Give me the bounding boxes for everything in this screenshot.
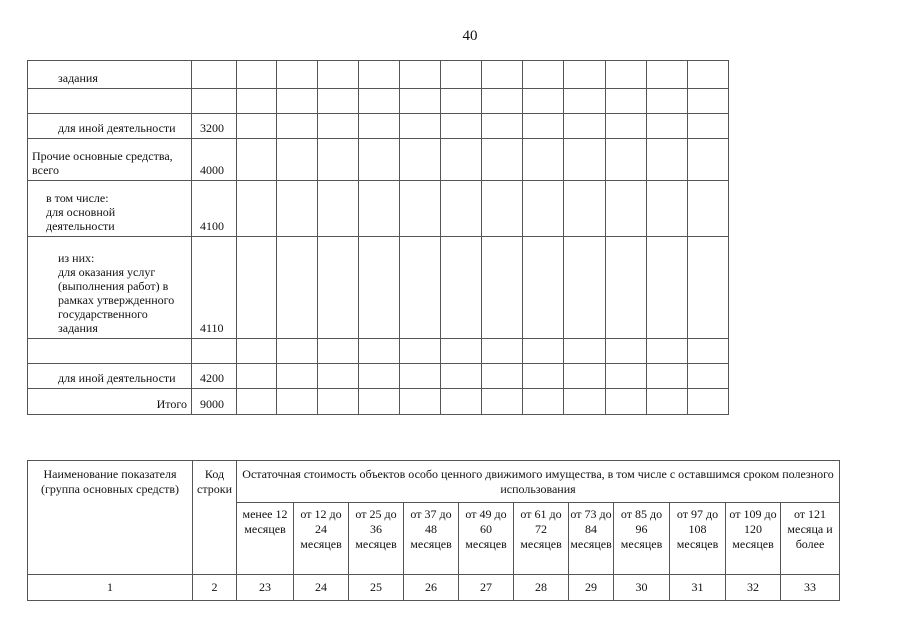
value-cell [277,389,318,415]
value-cell [606,339,647,364]
value-cell [237,181,277,237]
row-name [28,89,192,114]
row-name [28,139,192,181]
value-cell [482,114,523,139]
value-cell [237,237,277,339]
value-cell [606,114,647,139]
column-number: 30 [614,575,670,601]
row-name-line: Прочие основные средства, [32,149,173,163]
value-cell [277,364,318,389]
value-cell [482,139,523,181]
value-cell [441,114,482,139]
value-cell [647,61,688,89]
value-cell [523,364,564,389]
table-row [28,339,729,364]
value-cell [647,181,688,237]
value-cell [523,139,564,181]
value-cell [647,139,688,181]
value-cell [400,61,441,89]
row-name [28,114,192,139]
row-code [192,61,237,89]
value-cell [647,89,688,114]
value-cell [277,237,318,339]
value-cell [318,389,359,415]
row-code: 3200 [192,114,237,139]
value-cell [564,181,606,237]
value-cell [277,339,318,364]
value-cell [482,237,523,339]
upper-table [27,60,729,415]
value-cell [523,237,564,339]
header-row-top [28,461,840,503]
row-name-line: рамках утвержденного [58,293,175,307]
value-cell [318,364,359,389]
value-cell [606,61,647,89]
value-cell [359,61,400,89]
row-name-line: для оказания услуг [58,265,156,279]
column-number: 24 [294,575,349,601]
value-cell [482,364,523,389]
value-cell [647,364,688,389]
value-cell [523,61,564,89]
value-cell [400,237,441,339]
value-cell [482,181,523,237]
row-name-line: для основной [46,205,116,219]
value-cell [688,181,729,237]
value-cell [400,339,441,364]
value-cell [482,389,523,415]
value-cell [237,61,277,89]
row-code [192,89,237,114]
value-cell [400,89,441,114]
row-name-line: Итого [156,397,187,411]
value-cell [359,339,400,364]
value-cell [441,181,482,237]
row-name [28,61,192,89]
column-number: 25 [349,575,404,601]
value-cell [688,114,729,139]
value-cell [647,389,688,415]
value-cell [441,61,482,89]
period-header: от 97 до 108 месяцев [670,503,726,575]
row-name [28,389,192,415]
value-cell [441,339,482,364]
table-row [28,89,729,114]
period-header: от 49 до 60 месяцев [459,503,514,575]
value-cell [359,181,400,237]
table-row [28,114,729,139]
value-cell [277,181,318,237]
row-code: 9000 [192,389,237,415]
value-cell [237,339,277,364]
row-code: 4100 [192,181,237,237]
row-name-line: деятельности [46,219,115,233]
value-cell [277,114,318,139]
value-cell [277,61,318,89]
value-cell [523,89,564,114]
column-number: 2 [193,575,237,601]
value-cell [318,181,359,237]
indicator-name-header: Наименование показателя (группа основных средств) [28,461,193,575]
period-header: от 25 до 36 месяцев [349,503,404,575]
row-name-line: (выполнения работ) в [58,279,169,293]
value-cell [606,139,647,181]
row-name-line: государственного [58,307,148,321]
value-cell [277,139,318,181]
column-number-row [28,575,840,601]
value-cell [606,389,647,415]
column-number: 1 [28,575,193,601]
value-cell [688,139,729,181]
value-cell [237,364,277,389]
value-cell [688,237,729,339]
column-number: 23 [237,575,294,601]
period-header: от 121 месяца и более [781,503,840,575]
value-cell [359,237,400,339]
value-cell [564,339,606,364]
period-header: менее 12 месяцев [237,503,294,575]
row-name [28,237,192,339]
value-cell [482,339,523,364]
value-cell [441,364,482,389]
value-cell [359,89,400,114]
table-row [28,364,729,389]
value-cell [564,364,606,389]
row-name-line: для иной деятельности [58,371,176,385]
value-cell [523,389,564,415]
period-header: от 73 до 84 месяцев [569,503,614,575]
value-cell [688,339,729,364]
value-cell [400,389,441,415]
row-name-line: в том числе: [46,191,109,205]
value-cell [688,389,729,415]
lower-table-header [27,460,840,601]
row-name-line: всего [32,163,60,177]
page-number: 40 [462,28,478,44]
value-cell [647,114,688,139]
value-cell [318,89,359,114]
column-number: 32 [726,575,781,601]
value-cell [441,89,482,114]
value-cell [564,237,606,339]
row-name-line [58,96,187,110]
value-cell [564,139,606,181]
value-cell [237,89,277,114]
value-cell [564,114,606,139]
value-cell [564,389,606,415]
value-cell [318,339,359,364]
value-cell [237,114,277,139]
column-number: 26 [404,575,459,601]
value-cell [523,114,564,139]
row-name-line: из них: [58,251,95,265]
value-cell [318,61,359,89]
period-header: от 109 до 120 месяцев [726,503,781,575]
value-cell [237,389,277,415]
value-cell [482,89,523,114]
value-cell [359,389,400,415]
value-cell [400,181,441,237]
row-name [28,364,192,389]
value-cell [564,61,606,89]
value-cell [277,89,318,114]
value-cell [441,389,482,415]
row-name [28,339,192,364]
period-header: от 85 до 96 месяцев [614,503,670,575]
value-cell [237,139,277,181]
value-cell [606,237,647,339]
value-cell [400,139,441,181]
column-number: 31 [670,575,726,601]
value-cell [318,237,359,339]
value-cell [606,364,647,389]
period-header: от 61 до 72 месяцев [514,503,569,575]
row-name [28,181,192,237]
value-cell [647,237,688,339]
value-cell [523,339,564,364]
value-cell [441,237,482,339]
column-number: 28 [514,575,569,601]
value-cell [688,61,729,89]
period-header: от 37 до 48 месяцев [404,503,459,575]
row-code [192,339,237,364]
table-row [28,237,729,339]
value-cell [441,139,482,181]
value-cell [564,89,606,114]
row-code-header: Код строки [193,461,237,575]
value-cell [606,89,647,114]
row-code: 4000 [192,139,237,181]
table-row [28,61,729,89]
table-row [28,139,729,181]
row-code: 4110 [192,237,237,339]
value-cell [400,364,441,389]
value-cell [359,114,400,139]
value-cell [318,139,359,181]
table-row [28,181,729,237]
row-name-line: для иной деятельности [58,121,176,135]
value-cell [647,339,688,364]
row-name-line: задания [58,321,98,335]
value-cell [606,181,647,237]
value-cell [359,139,400,181]
row-name-line: задания [58,71,98,85]
value-cell [359,364,400,389]
value-cell [688,364,729,389]
period-header: от 12 до 24 месяцев [294,503,349,575]
table-row [28,389,729,415]
column-number: 33 [781,575,840,601]
column-number: 29 [569,575,614,601]
residual-value-header: Остаточная стоимость объектов особо ценного движимого имущества, в том числе с оставшимся сроком полезного использования [237,461,840,503]
value-cell [318,114,359,139]
value-cell [523,181,564,237]
value-cell [482,61,523,89]
column-number: 27 [459,575,514,601]
value-cell [688,89,729,114]
row-name-line [58,346,187,360]
value-cell [400,114,441,139]
row-code: 4200 [192,364,237,389]
